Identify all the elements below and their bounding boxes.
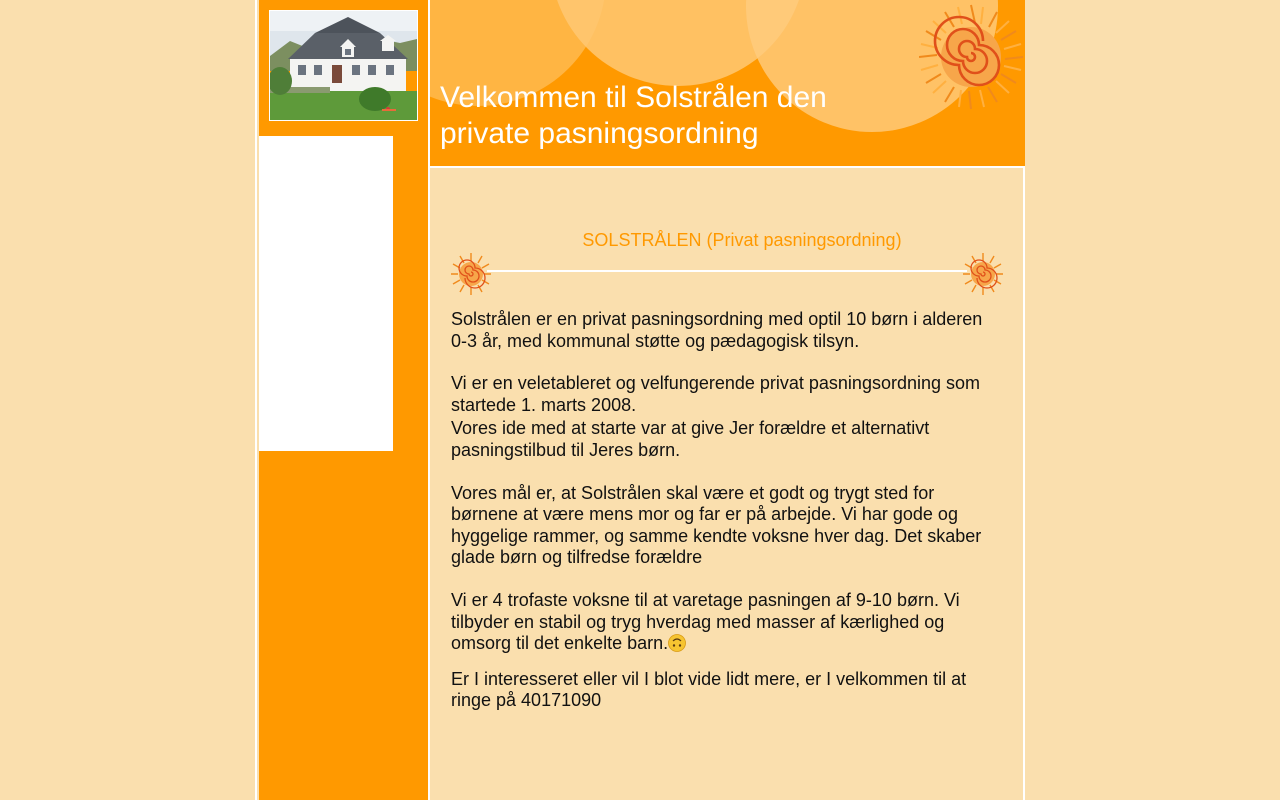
content-heading: SOLSTRÅLEN (Privat pasningsordning) <box>582 230 902 250</box>
sun-right-icon <box>963 251 1003 302</box>
page-title: Velkommen til Solstrålen den private pasningsordning <box>440 81 827 150</box>
paragraph: Solstrålen er en privat pasningsordning med optil 10 børn i alderen 0-3 år, med kommunal støtte og pædagogisk tilsyn. <box>451 309 983 351</box>
ornament-line <box>487 270 967 272</box>
header-divider <box>430 166 1025 168</box>
paragraph-with-emoji <box>451 590 991 655</box>
header-banner <box>430 0 1025 166</box>
house-photo-image <box>270 11 417 120</box>
paragraph: Vi er en veletableret og velfungerende privat pasningsordning som startede 1. marts 2008. <box>451 373 981 415</box>
main-content <box>451 230 1003 712</box>
sidebar <box>259 0 428 800</box>
upside-down-smiley-icon <box>668 634 686 652</box>
page-frame <box>255 0 1025 800</box>
house-photo <box>269 10 418 121</box>
paragraph: Vores ide med at starte var at give Jer forældre et alternativt pasningstilbud til Jeres børn. <box>451 418 930 460</box>
sidebar-nav-panel <box>259 136 393 451</box>
paragraph-text: Vi er 4 trofaste voksne til at varetage pasningen af 9-10 børn. Vi tilbyder en stabil og tryg hverdag med masser af kærlighed og omsorg til det enkelte barn. <box>451 589 960 654</box>
sun-left-icon <box>451 251 491 302</box>
heading-ornament <box>451 251 1003 299</box>
paragraph: Vores mål er, at Solstrålen skal være et godt og trygt sted for børnene at være mens mor og far er på arbejde. Vi har gode og hyggelige rammer, og samme kendte voksne hver dag. Det skaber glade børn og tilfredse forældre <box>451 482 982 568</box>
sun-logo-icon <box>919 2 1023 117</box>
paragraph: Er I interesseret eller vil I blot vide lidt mere, er I velkommen til at ringe på 40171090 <box>451 668 967 711</box>
